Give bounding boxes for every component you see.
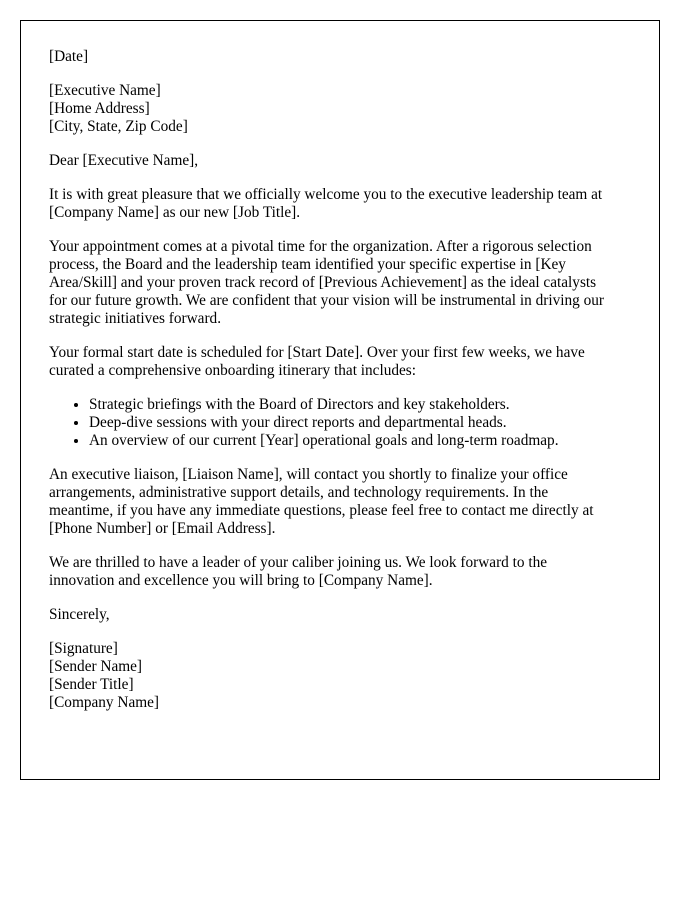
paragraph-closing [49,554,639,590]
paragraph-line: curated a comprehensive onboarding itinerary that includes: [49,362,416,379]
complimentary-close: Sincerely, [49,606,110,623]
paragraph-line: for our future growth. We are confident that your vision will be instrumental in driving our [49,292,604,309]
recipient-address-block [49,82,639,136]
date-line [49,48,639,66]
recipient-address: [Home Address] [49,100,150,117]
paragraph-line: strategic initiatives forward. [49,310,222,327]
paragraph-start-date [49,344,639,380]
sender-name: [Sender Name] [49,658,143,675]
sender-title: [Sender Title] [49,676,134,693]
paragraph-line: [Phone Number] or [Email Address]. [49,520,276,537]
salutation: Dear [Executive Name], [49,152,199,169]
paragraph-line: arrangements, administrative support details, and technology requirements. In the [49,484,549,501]
sender-signature: [Signature] [49,640,118,657]
paragraph-line: Area/Skill] and your proven track record of [Previous Achievement] as the ideal catalysts [49,274,597,291]
paragraph-line: innovation and excellence you will bring to [Company Name]. [49,572,433,589]
paragraph-line: [Company Name] as our new [Job Title]. [49,204,301,221]
list-item: • Deep-dive sessions with your direct reports and departmental heads. [89,414,639,432]
closing-block [49,606,639,624]
paragraph-line: We are thrilled to have a leader of your caliber joining us. We look forward to the [49,554,548,571]
letter-frame [20,20,660,780]
paragraph-line: Your appointment comes at a pivotal time for the organization. After a rigorous selection [49,238,592,255]
paragraph-line: meantime, if you have any immediate questions, please feel free to contact me directly at [49,502,594,519]
sender-company: [Company Name] [49,694,160,711]
salutation-block [49,152,639,170]
paragraph-line: Your formal start date is scheduled for [Start Date]. Over your first few weeks, we have [49,344,585,361]
paragraph-line: It is with great pleasure that we officially welcome you to the executive leadership team at [49,186,603,203]
recipient-name: [Executive Name] [49,82,161,99]
paragraph-appointment [49,238,639,328]
paragraph-welcome [49,186,639,222]
recipient-city-state-zip: [City, State, Zip Code] [49,118,188,135]
letter-body [49,48,639,728]
itinerary-list [49,396,639,450]
paragraph-line: process, the Board and the leadership team identified your specific expertise in [Key [49,256,566,273]
paragraph-liaison [49,466,639,538]
list-item: • Strategic briefings with the Board of Directors and key stakeholders. [89,396,639,414]
sender-block [49,640,639,712]
letter-date: [Date] [49,48,89,65]
paragraph-line: An executive liaison, [Liaison Name], will contact you shortly to finalize your office [49,466,568,483]
list-item: • An overview of our current [Year] operational goals and long-term roadmap. [89,432,639,450]
